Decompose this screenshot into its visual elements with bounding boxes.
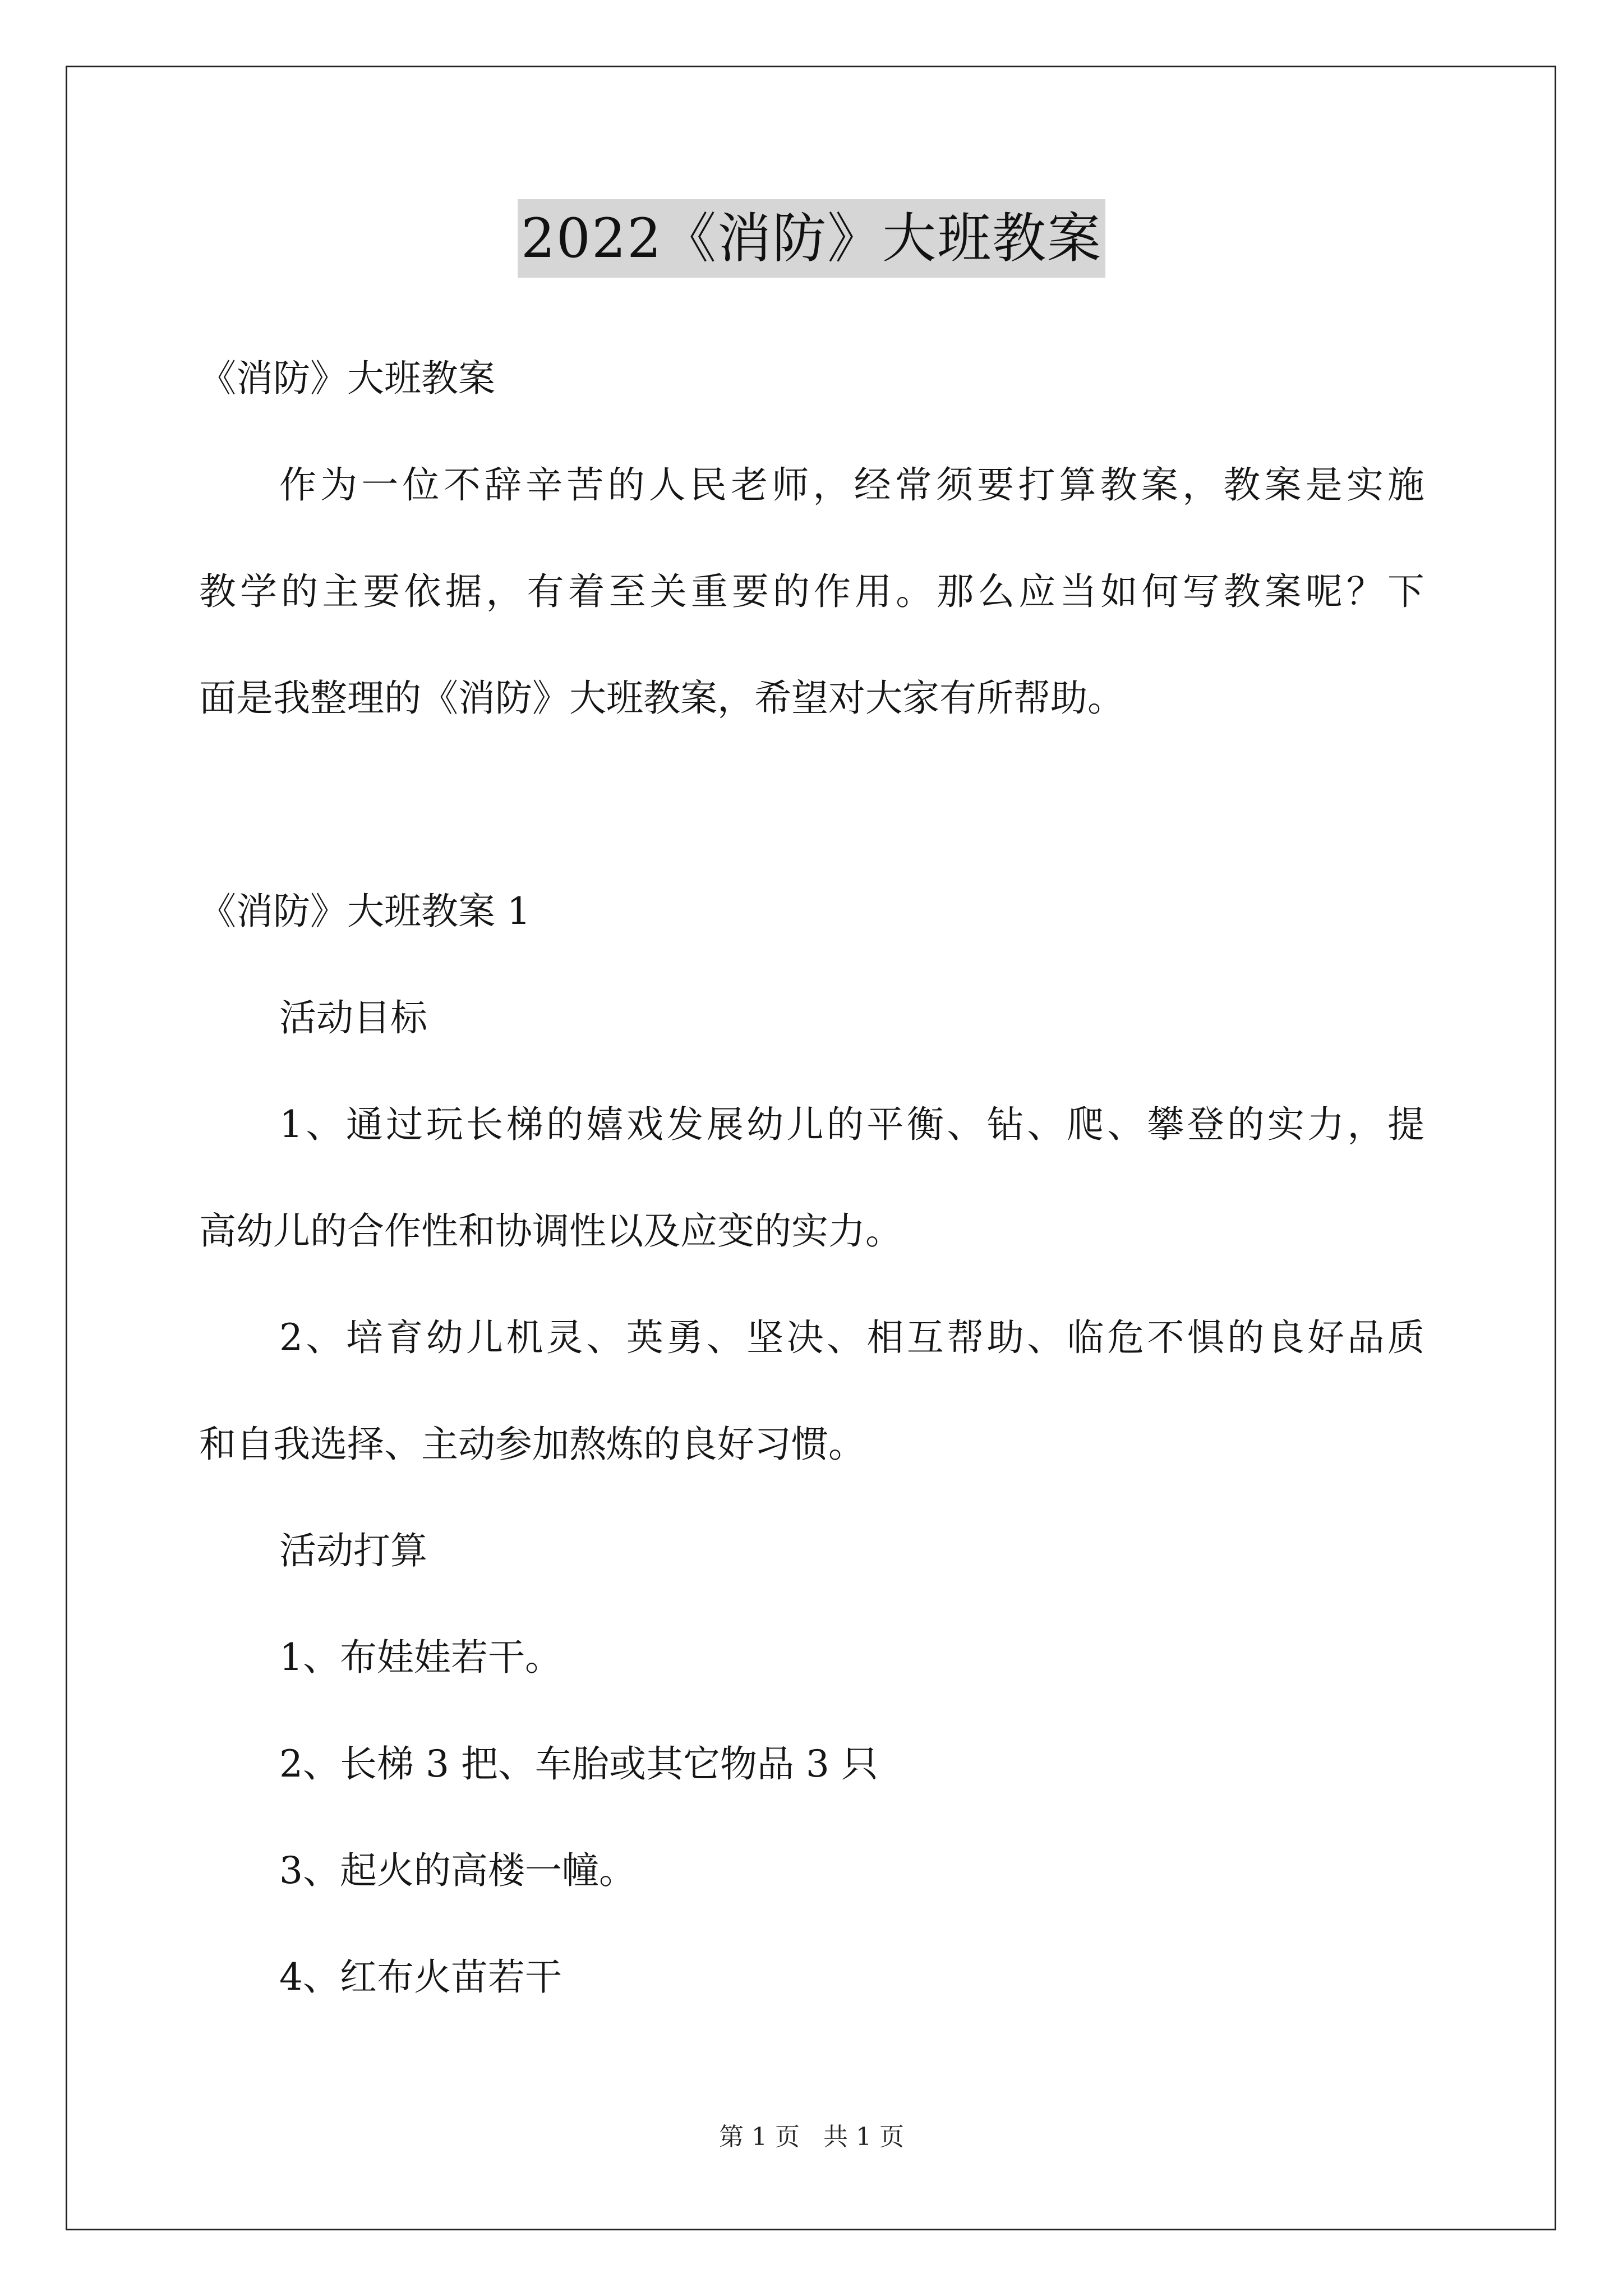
page-number: 第 1 页 (719, 2123, 800, 2151)
intro-line-1: 作为一位不辞辛苦的人民老师，经常须要打算教案，教案是实施 (279, 463, 1424, 507)
intro-line-2: 教学的主要依据，有着至关重要的作用。那么应当如何写教案呢？下 (199, 570, 1424, 613)
prep-item: 3、起火的高楼一幢。 (279, 1849, 636, 1892)
document-subtitle: 《消防》大班教案 (199, 357, 495, 400)
document-title: 2022《消防》大班教案 (518, 199, 1105, 278)
prep-item: 1、布娃娃若干。 (279, 1636, 562, 1679)
goals-heading: 活动目标 (279, 996, 427, 1039)
goal-1-line-1: 1、通过玩长梯的嬉戏发展幼儿的平衡、钻、爬、攀登的实力，提 (279, 1103, 1424, 1146)
goal-2-line-1: 2、培育幼儿机灵、英勇、坚决、相互帮助、临危不惧的良好品质 (279, 1316, 1424, 1359)
section-heading: 《消防》大班教案 1 (199, 890, 531, 933)
goal-1-line-2: 高幼儿的合作性和协调性以及应变的实力。 (199, 1209, 902, 1253)
prep-item: 4、红布火苗若干 (279, 1955, 562, 1999)
page-total: 共 1 页 (823, 2123, 904, 2151)
prep-heading: 活动打算 (279, 1529, 427, 1572)
page-footer (0, 2120, 1623, 2154)
intro-line-3: 面是我整理的《消防》大班教案，希望对大家有所帮助。 (199, 677, 1124, 720)
prep-item: 2、长梯 3 把、车胎或其它物品 3 只 (279, 1742, 878, 1786)
title-container (0, 199, 1623, 278)
goal-2-line-2: 和自我选择、主动参加熬炼的良好习惯。 (199, 1423, 865, 1466)
